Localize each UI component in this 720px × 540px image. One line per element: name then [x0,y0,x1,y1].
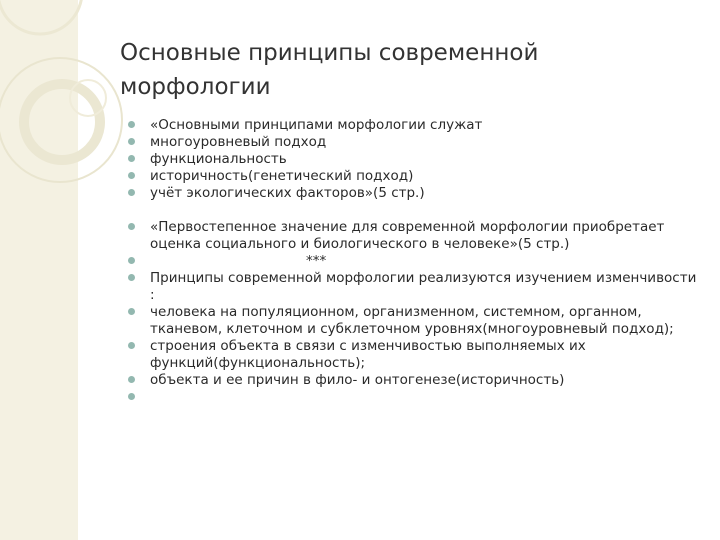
bullet-text: Принципы современной морфологии реализуются изучением изменчивости : [150,270,697,303]
bullet-icon [128,257,135,264]
slide-title-line-2: морфологии [120,74,271,100]
list-item [128,219,698,253]
list-item [128,185,698,202]
bullet-text: «Основными принципами морфологии служат [150,117,483,133]
bullet-text: историчность(генетический подход) [150,168,414,184]
bullet-icon [128,189,135,196]
bullet-icon [128,138,135,145]
bullet-list [128,117,698,406]
list-item [128,389,698,406]
list-item [128,117,698,134]
bullet-text: функциональность [150,151,287,167]
bullet-icon [128,223,135,230]
list-item [128,151,698,168]
list-item [128,304,698,338]
list-item [128,253,698,270]
bullet-icon [128,155,135,162]
list-item [128,338,698,372]
list-item [128,168,698,185]
bullet-icon [128,274,135,281]
list-item [128,372,698,389]
bullet-icon [128,172,135,179]
bullet-text [150,389,154,405]
bullet-text: строения объекта в связи с изменчивостью выполняемых их функций(функциональность); [150,338,586,371]
list-item [128,270,698,304]
bullet-icon [128,121,135,128]
list-item [128,134,698,151]
bullet-icon [128,393,135,400]
slide-title [120,36,680,104]
bullet-text: объекта и ее причин в фило- и онтогенезе(историчность) [150,372,565,388]
bullet-text: учёт экологических факторов»(5 стр.) [150,185,425,201]
slide-title-line-1: Основные принципы современной [120,40,539,66]
bullet-icon [128,376,135,383]
bullet-icon [128,342,135,349]
bullet-text: многоуровневый подход [150,134,327,150]
separator-stars: *** [306,253,327,269]
bullet-icon [128,308,135,315]
bullet-text: «Первостепенное значение для современной морфологии приобретает оценка социального и биологического в человеке»(5 стр.) [150,219,665,252]
bullet-text: человека на популяционном, организменном, системном, органном, тканевом, клеточном и субклеточном уровнях(многоуровневый подход); [150,304,674,337]
